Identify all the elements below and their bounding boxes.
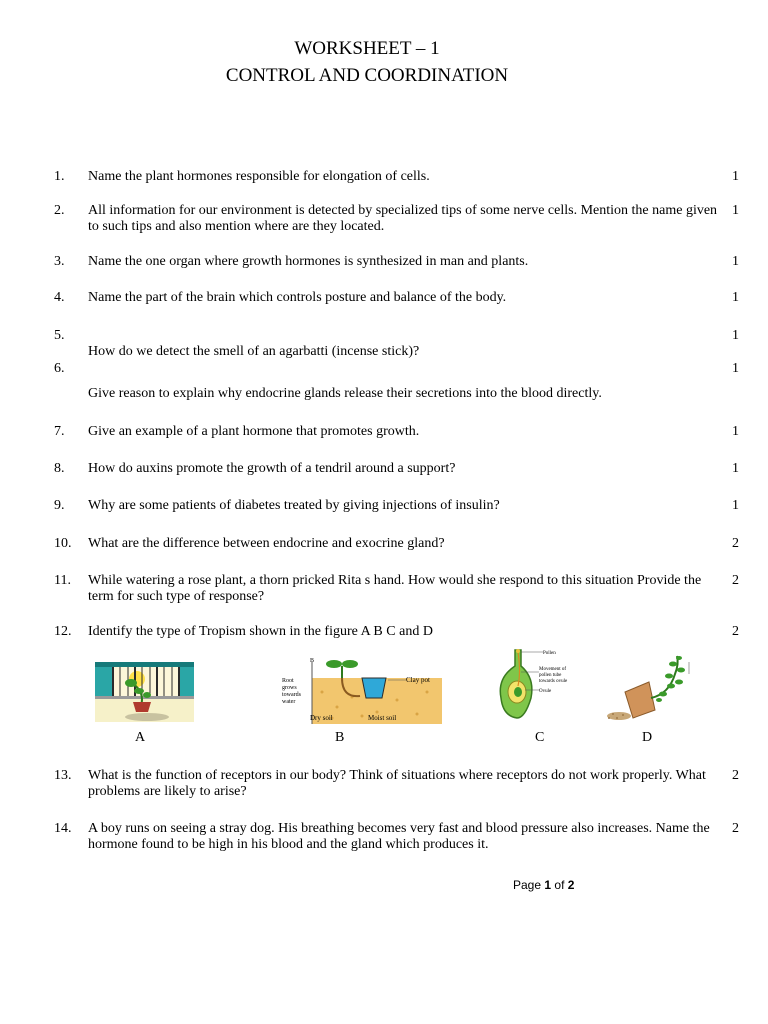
question-marks: 2 [732,768,739,783]
b-label-b: B [310,658,315,664]
c-label-movement-1: Movement of [539,667,567,672]
question-marks: 1 [732,254,739,269]
page-current: 1 [544,878,552,892]
question-text: Give an example of a plant hormone that promotes growth. [88,424,420,439]
question-marks: 2 [732,821,739,836]
question-number: 12. [54,624,72,639]
figure-d-geotropism [605,652,691,724]
worksheet-subtitle: CONTROL AND COORDINATION [225,65,509,86]
question-text: What is the function of receptors in our body? Think of situations where receptors do not work properly. What problems are likely to arise? [88,768,706,799]
question-number: 8. [54,461,65,476]
b-label-water: water [282,699,296,705]
question-text: While watering a rose plant, a thorn pricked Rita s hand. How would she respond to this situation Provide the term for such type of response? [88,573,702,604]
c-label-movement-3: towards ovule [539,679,568,684]
question-number: 14. [54,821,72,836]
question-number: 3. [54,254,65,269]
question-text: Give reason to explain why endocrine glands release their secretions into the blood directly. [88,386,602,401]
question-marks: 1 [732,461,739,476]
c-label-ovule: Ovule [539,689,552,694]
question-number: 6. [54,361,65,376]
page-total: 2 [567,878,575,892]
question-text: A boy runs on seeing a stray dog. His breathing becomes very fast and blood pressure also increases. Name the hormone found to be high in his blood and the gland which produces it. [88,821,710,852]
b-label-moist: Moist soil [368,714,397,722]
question-text: Name the plant hormones responsible for elongation of cells. [88,169,430,184]
figure-label-a: A [135,730,146,745]
figure-b-hydrotropism [282,652,442,724]
question-marks: 2 [732,536,739,551]
question-number: 1. [54,169,65,184]
b-label-claypot: Clay pot [406,676,430,684]
question-marks: 1 [732,424,739,439]
question-marks: 1 [732,328,739,343]
question-text: Name the one organ where growth hormones is synthesized in man and plants. [88,254,529,269]
question-text: All information for our environment is detected by specialized tips of some nerve cells. Mention the name given to such tips and also mention where are they located. [88,203,718,234]
b-label-towards: towards [282,692,301,698]
page-of-word: of [554,878,565,892]
question-number: 10. [54,536,72,551]
question-number: 11. [54,573,71,588]
question-text: How do we detect the smell of an agarbatti (incense stick)? [88,344,420,359]
worksheet-title: WORKSHEET – 1 [294,38,440,59]
question-number: 4. [54,290,65,305]
question-number: 5. [54,328,65,343]
question-marks: 2 [732,624,739,639]
figure-label-d: D [642,730,653,745]
question-text: Identify the type of Tropism shown in the figure A B C and D [88,624,433,639]
question-text: Name the part of the brain which controls posture and balance of the body. [88,290,507,305]
c-label-pollen: Pollen [543,651,556,656]
question-marks: 2 [732,573,739,588]
b-label-root: Root [282,678,294,684]
question-text: Why are some patients of diabetes treated by giving injections of insulin? [88,498,500,513]
page-footer [513,878,574,892]
c-label-movement-2: pollen tube [539,673,562,678]
b-label-dry: Dry soil [310,714,333,722]
figure-c-chemotropism [495,648,597,720]
figure-label-c: C [535,730,545,745]
question-marks: 1 [732,290,739,305]
b-label-grows: grows [282,685,297,691]
question-number: 2. [54,203,65,218]
question-number: 9. [54,498,65,513]
question-marks: 1 [732,203,739,218]
question-marks: 1 [732,169,739,184]
question-number: 13. [54,768,72,783]
question-text: What are the difference between endocrine and exocrine gland? [88,536,445,551]
figure-label-b: B [335,730,345,745]
figure-a-phototropism [95,662,194,722]
question-marks: 1 [732,361,739,376]
page-word: Page [513,878,542,892]
question-marks: 1 [732,498,739,513]
question-text: How do auxins promote the growth of a tendril around a support? [88,461,456,476]
question-number: 7. [54,424,65,439]
